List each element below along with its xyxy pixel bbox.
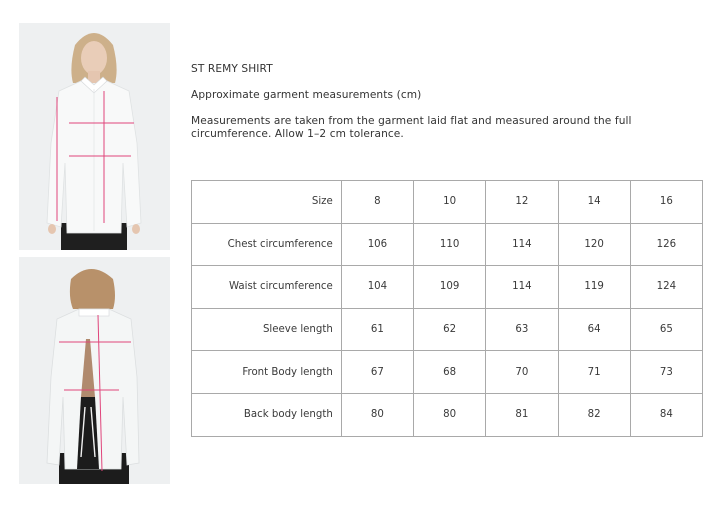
back-model-illustration xyxy=(19,257,170,484)
size-header: 16 xyxy=(630,181,702,224)
row-label: Front Body length xyxy=(192,351,342,394)
measurements-subtitle: Approximate garment measurements (cm) xyxy=(191,89,422,101)
table-header-row xyxy=(192,181,703,224)
front-model-illustration xyxy=(19,23,170,250)
table-cell: 68 xyxy=(414,351,486,394)
row-label: Sleeve length xyxy=(192,308,342,351)
row-label: Waist circumference xyxy=(192,266,342,309)
table-cell: 62 xyxy=(414,308,486,351)
table-row xyxy=(192,393,703,436)
table-cell: 80 xyxy=(341,393,413,436)
table-cell: 120 xyxy=(558,223,630,266)
table-cell: 64 xyxy=(558,308,630,351)
table-cell: 71 xyxy=(558,351,630,394)
table-cell: 80 xyxy=(414,393,486,436)
table-cell: 109 xyxy=(414,266,486,309)
size-chart-table xyxy=(191,180,703,437)
front-view-photo xyxy=(19,23,170,250)
table-cell: 70 xyxy=(486,351,558,394)
table-row xyxy=(192,308,703,351)
table-cell: 67 xyxy=(341,351,413,394)
table-cell: 126 xyxy=(630,223,702,266)
back-view-photo xyxy=(19,257,170,484)
table-cell: 104 xyxy=(341,266,413,309)
table-cell: 61 xyxy=(341,308,413,351)
table-cell: 124 xyxy=(630,266,702,309)
size-header: 8 xyxy=(341,181,413,224)
size-header: 10 xyxy=(414,181,486,224)
table-cell: 82 xyxy=(558,393,630,436)
table-cell: 73 xyxy=(630,351,702,394)
row-label: Back body length xyxy=(192,393,342,436)
table-row xyxy=(192,351,703,394)
table-cell: 63 xyxy=(486,308,558,351)
table-cell: 114 xyxy=(486,266,558,309)
table-cell: 119 xyxy=(558,266,630,309)
size-header: 12 xyxy=(486,181,558,224)
table-cell: 110 xyxy=(414,223,486,266)
row-label: Chest circumference xyxy=(192,223,342,266)
table-cell: 84 xyxy=(630,393,702,436)
measurement-note: Measurements are taken from the garment laid flat and measured around the full circumference. Allow 1–2 cm tolerance. xyxy=(191,115,632,140)
size-header: 14 xyxy=(558,181,630,224)
table-cell: 81 xyxy=(486,393,558,436)
product-title: ST REMY SHIRT xyxy=(191,63,273,75)
table-cell: 65 xyxy=(630,308,702,351)
table-cell: 114 xyxy=(486,223,558,266)
table-row xyxy=(192,266,703,309)
table-row xyxy=(192,223,703,266)
header-label: Size xyxy=(192,181,342,224)
table-cell: 106 xyxy=(341,223,413,266)
